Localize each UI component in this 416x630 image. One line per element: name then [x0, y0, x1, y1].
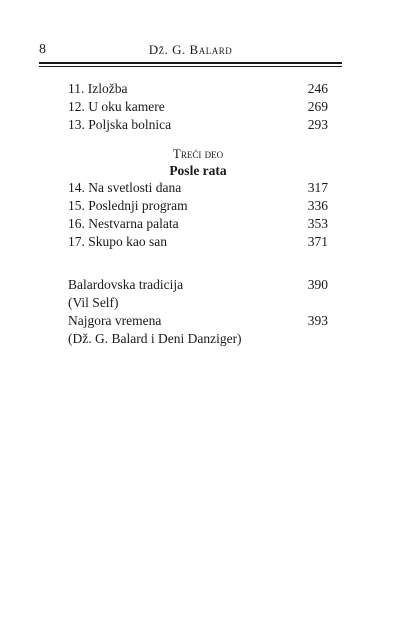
toc-entry: [68, 234, 328, 252]
toc-appendix-entry: [68, 277, 328, 313]
part-title: Posle rata: [169, 163, 227, 178]
toc-entry-page: 336: [307, 198, 328, 213]
toc-entry-title: 13. Poljska bolnica: [68, 117, 172, 132]
toc-entry-title: 16. Nestvarna palata: [68, 216, 179, 231]
toc-entry: [68, 81, 328, 99]
toc-entry-page: 246: [307, 81, 328, 96]
toc-entry-author: (Vil Self): [68, 295, 119, 310]
toc-entry-title: 17. Skupo kao san: [68, 234, 167, 249]
toc-entry: [68, 180, 328, 198]
toc-entry-title: 14. Na svetlosti dana: [68, 180, 182, 195]
toc-entry: [68, 99, 328, 117]
page-number: 8: [39, 42, 46, 57]
toc-entry-page: 393: [307, 313, 328, 328]
toc-entry-page: 390: [307, 277, 328, 292]
toc-entry-title: 11. Izložba: [68, 81, 128, 96]
toc-entry-page: 269: [307, 99, 328, 114]
part-label: Treći deo: [172, 146, 224, 161]
toc-entry: [68, 216, 328, 234]
toc-entry-page: 293: [307, 117, 328, 132]
toc-entry-author: (Dž. G. Balard i Deni Danziger): [68, 331, 242, 346]
toc-entry-page: 371: [307, 234, 328, 249]
toc-entry-title: 12. U oku kamere: [68, 99, 165, 114]
running-head-author: Dž. G. Balard: [148, 42, 233, 57]
toc-entry: [68, 117, 328, 135]
toc-entry: [68, 198, 328, 216]
toc-entry-title: 15. Poslednji program: [68, 198, 188, 213]
toc-entry-page: 317: [307, 180, 328, 195]
toc-entry-title: Najgora vremena: [68, 313, 162, 328]
toc-appendix-entry: [68, 313, 328, 349]
table-of-contents: [68, 0, 328, 630]
toc-entry-page: 353: [307, 216, 328, 231]
toc-entry-title: Balardovska tradicija: [68, 277, 184, 292]
